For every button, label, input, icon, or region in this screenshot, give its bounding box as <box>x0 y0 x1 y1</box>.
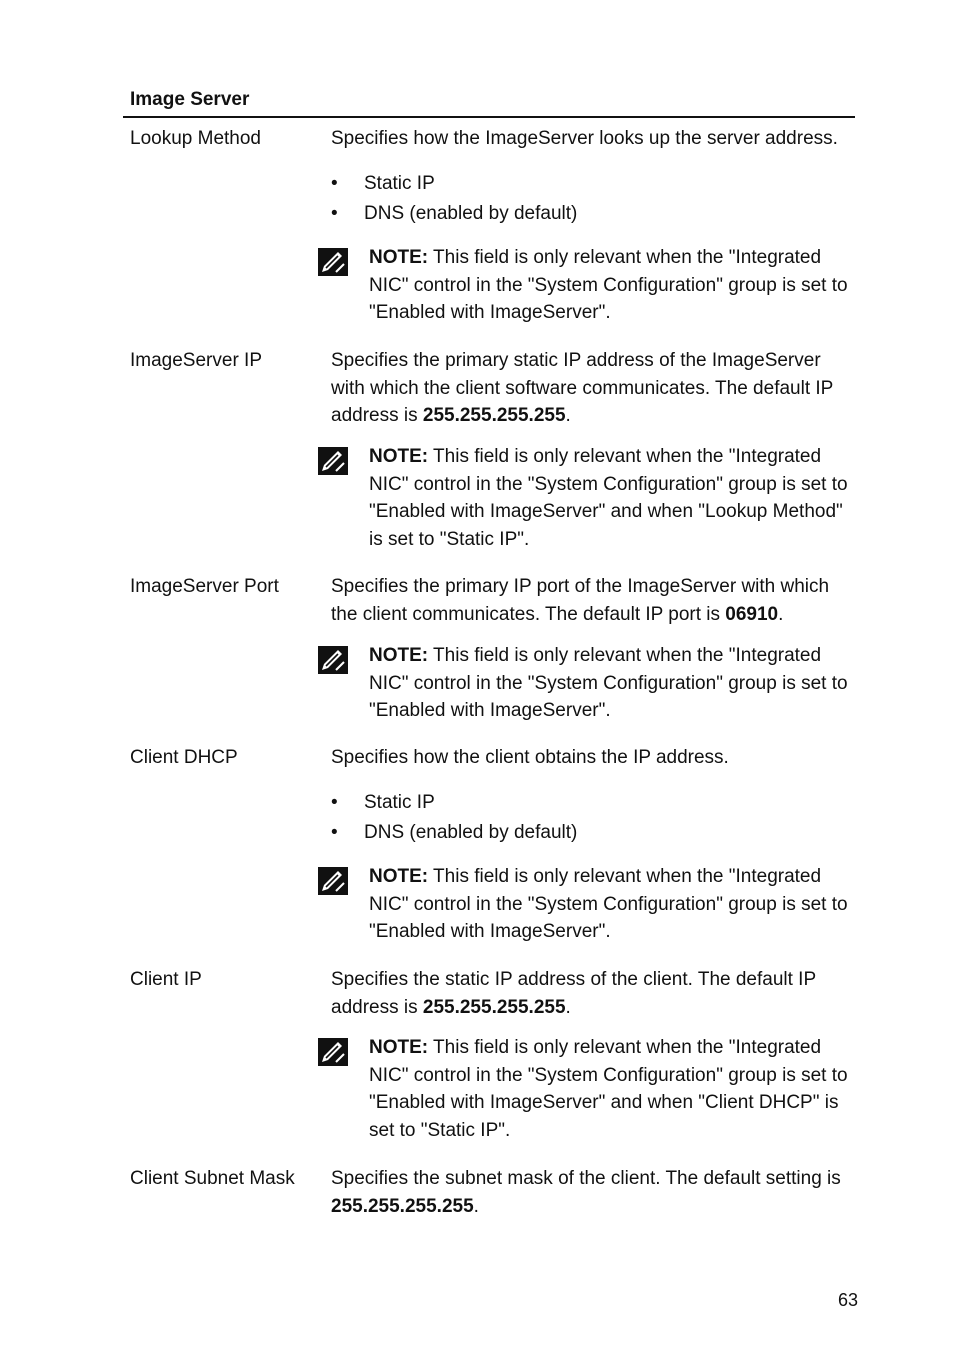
row-description: Specifies how the client obtains the IP address. <box>331 747 729 768</box>
description-text: Specifies the primary IP port of the ImageServer with which the client communicates. The default IP port is <box>331 576 830 625</box>
note-body: This field is only relevant when the "Integrated NIC" control in the "System Configuration" group is set to "Enabled with ImageServer". <box>369 645 848 721</box>
period: . <box>473 1195 479 1217</box>
note-keyword: NOTE: <box>369 247 429 268</box>
bullet: • <box>331 792 338 813</box>
row-label: Lookup Method <box>130 128 261 149</box>
page-number: 63 <box>838 1290 859 1310</box>
period: . <box>565 405 571 426</box>
option-text: Static IP <box>364 792 435 813</box>
description-text: Specifies the primary static IP address of the ImageServer with which the client software communicates. The default IP address is <box>331 350 833 426</box>
row-description <box>331 573 846 628</box>
pencil-note-icon <box>318 447 348 475</box>
option-list <box>331 170 577 229</box>
list-item <box>331 819 577 849</box>
note-keyword: NOTE: <box>369 446 429 467</box>
note-text <box>369 642 849 725</box>
option-text: DNS (enabled by default) <box>364 202 578 224</box>
bullet: • <box>331 821 338 843</box>
description-text: Specifies the subnet mask of the client. The default setting is <box>331 1168 841 1189</box>
row-label: Client DHCP <box>130 747 238 768</box>
row-label: ImageServer Port <box>130 576 279 597</box>
note-body: This field is only relevant when the "Integrated NIC" control in the "System Configuration" group is set to "Enabled with ImageServer". <box>369 247 848 323</box>
option-text: DNS (enabled by default) <box>364 821 578 843</box>
option-list <box>331 789 577 848</box>
pencil-note-icon <box>318 248 348 276</box>
section-title: Image Server <box>130 89 250 110</box>
row-label: Client Subnet Mask <box>130 1168 295 1189</box>
row-label: ImageServer IP <box>130 350 262 371</box>
note-body: This field is only relevant when the "Integrated NIC" control in the "System Configuration" group is set to "Enabled with ImageServer" and when "Client DHCP" is set to "Static IP". <box>369 1037 848 1141</box>
list-item <box>331 200 577 230</box>
period: . <box>778 603 784 625</box>
bullet: • <box>331 173 338 194</box>
note-body: This field is only relevant when the "Integrated NIC" control in the "System Configuration" group is set to "Enabled with ImageServer". <box>369 866 848 942</box>
pencil-note-icon <box>318 1038 348 1066</box>
note-keyword: NOTE: <box>369 866 429 887</box>
list-item <box>331 789 577 819</box>
header-rule <box>123 116 855 118</box>
note-text <box>369 244 849 327</box>
row-description <box>331 1165 846 1220</box>
row-description: Specifies how the ImageServer looks up the server address. <box>331 128 838 149</box>
note-text <box>369 863 849 946</box>
row-description <box>331 966 846 1021</box>
default-value: 06910 <box>725 603 779 625</box>
pencil-note-icon <box>318 646 348 674</box>
default-value: 255.255.255.255 <box>422 996 566 1018</box>
row-description <box>331 347 846 430</box>
note-text <box>369 1034 849 1144</box>
option-text: Static IP <box>364 173 435 194</box>
description-text: Specifies the static IP address of the client. The default IP address is <box>331 969 816 1018</box>
list-item <box>331 170 577 200</box>
note-text <box>369 443 849 553</box>
note-body: This field is only relevant when the "Integrated NIC" control in the "System Configuration" group is set to "Enabled with ImageServer" and when "Lookup Method" is set to "Static IP". <box>369 446 848 550</box>
default-value: 255.255.255.255 <box>331 1195 474 1217</box>
row-label: Client IP <box>130 969 202 990</box>
note-keyword: NOTE: <box>369 645 429 666</box>
pencil-note-icon <box>318 867 348 895</box>
period: . <box>565 996 571 1018</box>
note-keyword: NOTE: <box>369 1037 429 1058</box>
bullet: • <box>331 202 338 224</box>
default-value: 255.255.255.255 <box>422 405 566 426</box>
